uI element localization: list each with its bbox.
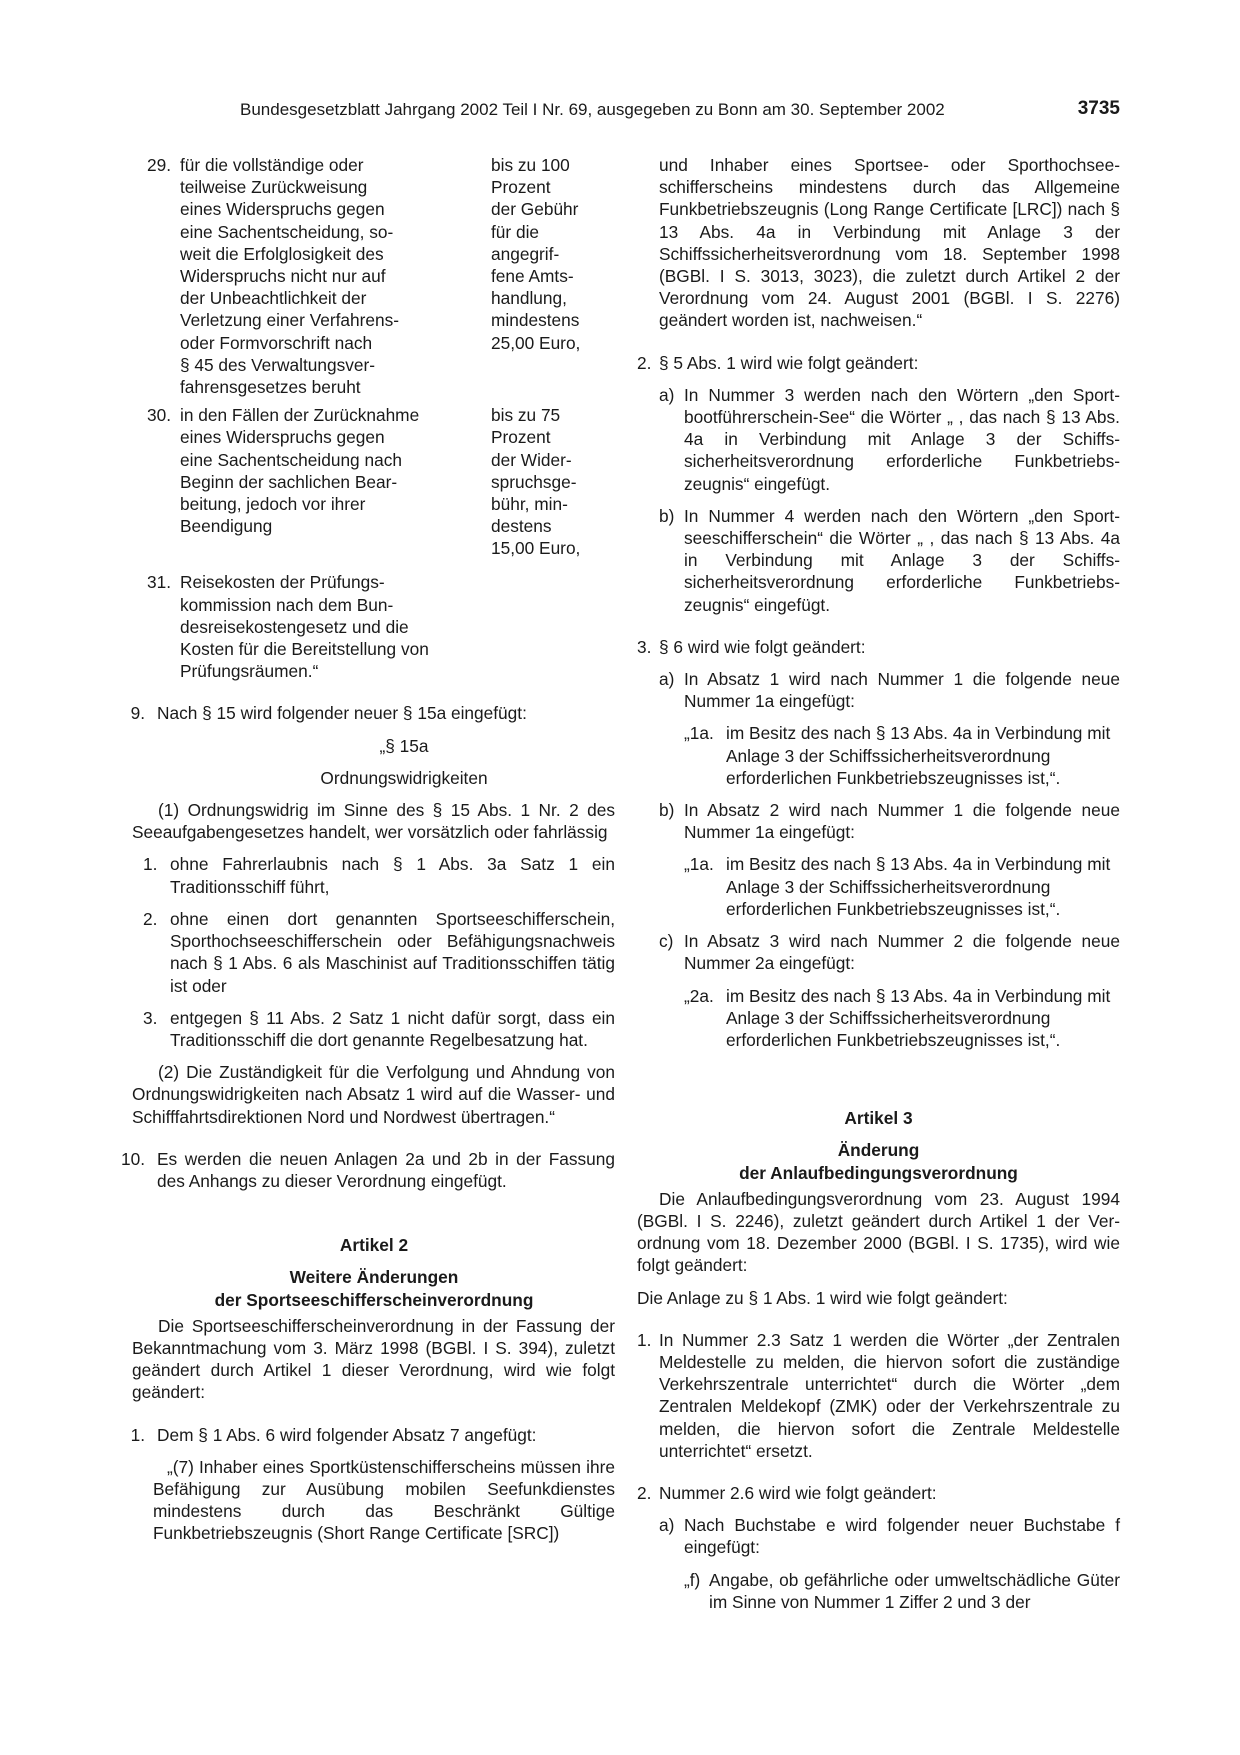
article-3-item-2 (637, 1482, 1120, 1504)
right-column (637, 154, 1120, 1613)
amount-line: bis zu 75 (491, 405, 561, 426)
amount-line: angegrif- (491, 243, 560, 264)
fee-item-29 (133, 154, 615, 398)
quote-text: im Besitz des nach § 13 Abs. 4a in Verbindung mit Anlage 3 der Schiffssicherheitsverordnung erforderlichen Funkbetriebszeugnisses ist,“. (726, 723, 1111, 788)
article-3-heading: Artikel 3 (844, 1108, 913, 1129)
sub-text: In Absatz 3 wird nach Nummer 2 die folgende neue Nummer 2a eingefügt: (684, 931, 1120, 974)
list-text: ohne einen dort genannten Sportseeschifferschein, Sporthochseeschifferschein oder Befähigungsnachweis nach § 1 Abs. 6 als Maschinist auf Traditionsschiffen tätig ist oder (170, 908, 615, 996)
item-text: § 6 wird wie folgt geändert: (659, 636, 866, 657)
article-3-item-1 (637, 1329, 1120, 1462)
article-2-intro: Die Sportseeschifferscheinverordnung in der Fassung der Bekanntmachung vom 3. März 1998 (BGBl. I S. 394), zuletzt geändert durch Artikel 1 dieser Verordnung, wird wie folgt geändert: (132, 1315, 615, 1403)
amount-line: handlung, (491, 288, 567, 309)
item-number: 2. (637, 1482, 652, 1503)
amount-line: Prozent (491, 177, 551, 198)
fee-line: in den Fällen der Zurücknahme (180, 405, 420, 426)
article-3-subtitle: der Anlaufbedingungsverordnung (739, 1162, 1018, 1183)
quote-label: „2a. (684, 985, 714, 1006)
item-text: Es werden die neuen Anlagen 2a und 2b in der Fassung des Anhangs zu dieser Verordnung eingefügt. (157, 1148, 615, 1191)
sub-label: b) (659, 505, 675, 526)
section-number: „§ 15a (379, 735, 429, 756)
article-3-title: Änderung (837, 1140, 920, 1161)
amount-line: 15,00 Euro, (491, 538, 581, 559)
amount-line: spruchsge- (491, 471, 577, 492)
fee-number: 29. (146, 155, 171, 175)
fee-line: Widerspruchs nicht nur auf (180, 266, 386, 287)
sub-text: Nach Buchstabe e wird folgender neuer Buchstabe f eingefügt: (684, 1515, 1120, 1558)
article-3-intro: Die Anlaufbedingungsverordnung vom 23. August 1994 (BGBl. I S. 2246), zuletzt geändert durch Artikel 1 der Verordnung vom 18. Dezember 2000 (BGBl. I S. 1735), wird wie folgt geändert: (637, 1188, 1120, 1276)
amount-line: mindestens (491, 310, 580, 331)
amount-line: bis zu 100 (491, 155, 570, 175)
amount-line: bühr, min- (491, 494, 568, 515)
fee-line: Beendigung (180, 516, 273, 537)
annex-line: Die Anlage zu § 1 Abs. 1 wird wie folgt geändert: (637, 1287, 1008, 1308)
sub-label: c) (659, 931, 674, 952)
amount-line: destens (491, 516, 552, 537)
fee-line: eines Widerspruchs gegen (180, 427, 385, 448)
item-text: Nummer 2.6 wird wie folgt geändert: (659, 1482, 937, 1503)
fee-line: Reisekosten der Prüfungs- (180, 572, 385, 593)
fee-line: eine Sachentscheidung, so- (180, 221, 394, 242)
page-header (240, 100, 1120, 124)
fee-amount (491, 154, 601, 354)
item-text: § 5 Abs. 1 wird wie folgt geändert: (659, 352, 919, 373)
list-number: 1. (143, 854, 158, 875)
item-number: 2. (637, 352, 652, 373)
fee-line: Prüfungsräumen.“ (180, 661, 319, 682)
list-item (143, 1007, 615, 1051)
list-text: entgegen § 11 Abs. 2 Satz 1 nicht dafür sorgt, dass ein Traditionsschiff die dort genannte Regelbesatzung hat. (170, 1007, 615, 1050)
amendment-item-3 (637, 636, 1120, 658)
fee-description (180, 404, 450, 559)
sub-text: In Absatz 2 wird nach Nummer 1 die folgende neue Nummer 1a eingefügt: (684, 800, 1120, 843)
fee-line: Kosten für die Bereitstellung von (180, 639, 429, 660)
amount-line: für die (491, 221, 540, 242)
paragraph-2: (2) Die Zuständigkeit für die Verfolgung und Ahndung von Ordnungswidrigkeiten nach Absatz 1 wird auf die Wasser- und Schifffahrtsdirektionen Nord und Nordwest übertragen.“ (132, 1062, 615, 1127)
sub-text: In Nummer 4 werden nach den Wörtern „den Sportseeschifferschein“ die Wörter „ , das nach § 13 Abs. 4a in Verbindung mit Anlage 3 der Schiffssicherheitsverordnung erforderliche Funkbetriebszeugnis“ eingefügt. (684, 505, 1120, 615)
fee-line: § 45 des Verwaltungsver- (180, 354, 376, 375)
item-text: Dem § 1 Abs. 6 wird folgender Absatz 7 angefügt: (157, 1424, 537, 1445)
quote-label: „1a. (684, 723, 714, 744)
fee-line: teilweise Zurückweisung (180, 177, 368, 198)
list-number: 3. (143, 1007, 158, 1028)
inserted-letter-f (637, 1569, 1120, 1613)
list-text: ohne Fahrerlaubnis nach § 1 Abs. 3a Satz 1 ein Traditionsschiff führt, (170, 854, 615, 897)
inserted-number (637, 853, 1120, 920)
sub-label: a) (659, 669, 675, 690)
fee-line: beitung, jedoch vor ihrer (180, 494, 366, 515)
quote-label: „f) (684, 1569, 701, 1590)
fee-line: für die vollständige oder (180, 155, 364, 175)
list-item (143, 908, 615, 997)
list-number: 2. (143, 908, 158, 929)
fee-item-30 (133, 404, 615, 559)
item-text: Nach § 15 wird folgender neuer § 15a eingefügt: (157, 703, 527, 724)
fee-description (180, 154, 450, 398)
item-number: 1. (637, 1329, 652, 1350)
fee-line: fahrensgesetzes beruht (180, 377, 361, 398)
fee-number: 31. (146, 572, 171, 593)
sub-item-c (637, 930, 1120, 974)
item-text: In Nummer 2.3 Satz 1 werden die Wörter „der Zentralen Meldestelle zu melden, die hiervon sofort die zuständige Verkehrszentrale unterrichtet“ durch die Wörter „dem Zentralen Meldekopf (ZMK) oder der Verkehrszentrale zu melden, die hiervon sofort die Zentrale Meldestelle unterrichtet“ ersetzt. (659, 1329, 1120, 1461)
fee-line: der Unbeachtlichkeit der (180, 288, 367, 309)
item-number: 1. (130, 1424, 145, 1445)
fee-item-31 (133, 571, 615, 682)
amendment-item-10 (120, 1148, 615, 1192)
sub-item-b (637, 799, 1120, 843)
item-number: 3. (637, 636, 652, 657)
fee-line: Beginn der sachlichen Bear- (180, 471, 398, 492)
fee-line: desreisekostengesetz und die (180, 616, 409, 637)
fee-number: 30. (146, 405, 171, 426)
amount-line: der Wider- (491, 449, 572, 470)
amount-line: Prozent (491, 427, 551, 448)
fee-line: kommission nach dem Bun- (180, 594, 394, 615)
fee-line: eine Sachentscheidung nach (180, 449, 402, 470)
sub-item-b (637, 505, 1120, 616)
article-2-item-1 (123, 1424, 615, 1446)
fee-line: Verletzung einer Verfahrens- (180, 310, 400, 331)
sub-label: b) (659, 800, 675, 821)
sub-text: In Absatz 1 wird nach Nummer 1 die folgende neue Nummer 1a eingefügt: (684, 669, 1120, 712)
quote-text: Angabe, ob gefährliche oder umweltschädliche Güter im Sinne von Nummer 1 Ziffer 2 und 3 der (709, 1569, 1120, 1612)
amendment-item-9 (123, 702, 615, 724)
left-column (120, 154, 615, 1545)
fee-amount (491, 404, 601, 559)
sub-label: a) (659, 384, 675, 405)
item-number: 10. (120, 1148, 145, 1169)
fee-line: eines Widerspruchs gegen (180, 199, 385, 220)
article-2-quote: „(7) Inhaber eines Sportküstenschifferscheins müssen ihre Befähigung zur Ausübung mobilen Seefunkdienstes mindestens durch das Beschränkt Gültige Funkbetriebszeugnis (Short Range Certificate [SRC]) (153, 1456, 615, 1544)
quote-text: im Besitz des nach § 13 Abs. 4a in Verbindung mit Anlage 3 der Schiffssicherheitsverordnung erforderlichen Funkbetriebszeugnisses ist,“. (726, 854, 1111, 919)
sub-label: a) (659, 1515, 675, 1536)
inserted-number (637, 985, 1120, 1052)
quote-text: im Besitz des nach § 13 Abs. 4a in Verbindung mit Anlage 3 der Schiffssicherheitsverordnung erforderlichen Funkbetriebszeugnisses ist,“. (726, 985, 1111, 1050)
list-item (143, 853, 615, 897)
article-2-title: Weitere Änderungen (289, 1267, 459, 1288)
amount-line: der Gebühr (491, 199, 579, 220)
offense-list (133, 853, 615, 1051)
page-number: 3735 (1077, 98, 1120, 119)
fee-line: weit die Erfolglosigkeit des (180, 243, 384, 264)
amendment-item-2 (637, 352, 1120, 374)
item-number: 9. (130, 703, 145, 724)
article-2-heading: Artikel 2 (339, 1235, 409, 1256)
fee-line: oder Formvorschrift nach (180, 332, 373, 353)
running-header: Bundesgesetzblatt Jahrgang 2002 Teil I Nr. 69, ausgegeben zu Bonn am 30. September 2002 (240, 100, 945, 119)
amount-line: fene Amts- (491, 266, 574, 287)
paragraph-1: (1) Ordnungswidrig im Sinne des § 15 Abs. 1 Nr. 2 des Seeaufgabengesetzes handelt, wer vorsätzlich oder fahrlässig (132, 800, 615, 843)
sub-text: In Nummer 3 werden nach den Wörtern „den Sportbootführerschein-See“ die Wörter „ , das nach § 13 Abs. 4a in Verbindung mit Anlage 3 der Schiffssicherheitsverordnung erforderliche Funkbetriebszeugnis“ eingefügt. (684, 384, 1120, 494)
section-title: Ordnungswidrigkeiten (320, 767, 488, 788)
sub-item-a (637, 384, 1120, 495)
quote-continuation: und Inhaber eines Sportsee- oder Sporthochseeschifferscheins mindestens durch das Allgemeine Funkbetriebszeugnis (Long Range Certificate [LRC]) nach § 13 Abs. 4a in Verbindung mit Anlage 3 der Schiffssicherheitsverordnung vom 18. September 1998 (BGBl. I S. 3013, 3023), die zuletzt durch Artikel 2 der Verordnung vom 24. August 2001 (BGBl. I S. 2276) geändert worden ist, nachweisen.“ (659, 155, 1120, 331)
sub-item-a (637, 668, 1120, 712)
sub-item-a (637, 1514, 1120, 1558)
article-2-subtitle: der Sportseeschifferscheinverordnung (214, 1289, 534, 1310)
quote-label: „1a. (684, 854, 714, 875)
fee-description (180, 571, 480, 682)
amount-line: 25,00 Euro, (491, 332, 581, 353)
inserted-number (637, 722, 1120, 789)
